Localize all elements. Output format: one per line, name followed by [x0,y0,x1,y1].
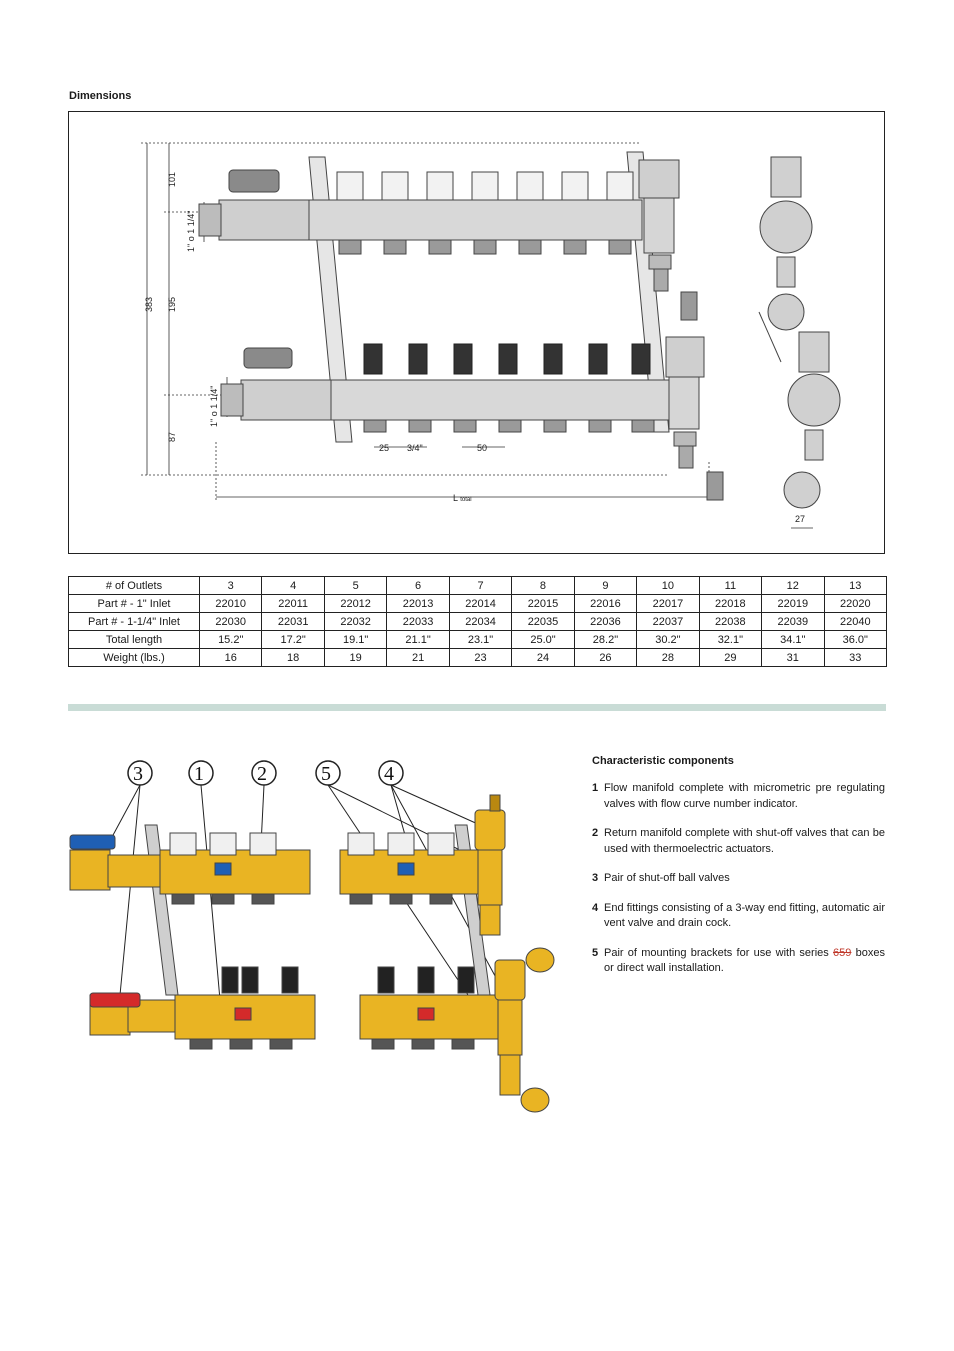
component-text: Pair of mounting brackets for use with series 659 boxes or direct wall installation. [604,946,885,974]
manifold-dimension-diagram [69,112,886,555]
table-cell: 22037 [637,613,699,631]
table-cell: 8 [512,577,574,595]
callout-3 [128,761,152,785]
component-item-2 [592,826,885,857]
table-cell: 22012 [324,595,386,613]
component-text: Return manifold complete with shut-off valves that can be used with thermoelectric actuators. [604,827,885,855]
table-cell: 22020 [824,595,886,613]
dim-195: 195 [167,296,177,312]
table-cell: 30.2" [637,631,699,649]
component-number: 2 [592,827,599,839]
row-header: Total length [69,631,200,649]
table-cell: 22014 [449,595,511,613]
table-cell: 22033 [387,613,449,631]
table-cell: 3 [200,577,262,595]
dim-101: 101 [167,171,177,187]
component-text: End fittings consisting of a 3-way end fitting, automatic air vent valve and drain cock. [604,901,885,929]
table-cell: 22038 [699,613,761,631]
component-item-1 [592,781,885,812]
dim-50: 50 [477,443,488,453]
section-divider [68,704,886,711]
table-cell: 13 [824,577,886,595]
table-cell: 22031 [262,613,324,631]
table-cell: 12 [762,577,824,595]
table-cell: 25.0" [512,631,574,649]
component-number: 4 [592,901,599,914]
table-cell: 29 [699,649,761,667]
table-cell: 28 [637,649,699,667]
row-header: # of Outlets [69,577,200,595]
table-cell: 22032 [324,613,386,631]
table-cell: 23.1" [449,631,511,649]
table-cell: 26 [574,649,636,667]
dim-inlet-bottom: 1" o 1 1/4" [209,385,219,427]
component-number: 5 [592,946,599,959]
table-row [69,613,887,631]
table-cell: 22016 [574,595,636,613]
table-cell: 22019 [762,595,824,613]
component-item-3 [592,871,885,887]
table-cell: 5 [324,577,386,595]
table-cell: 33 [824,649,886,667]
components-title: Characteristic components [592,755,734,767]
table-cell: 36.0" [824,631,886,649]
table-cell: 22018 [699,595,761,613]
table-cell: 22035 [512,613,574,631]
table-cell: 7 [449,577,511,595]
svg-text:2: 2 [257,763,267,785]
table-cell: 18 [262,649,324,667]
dim-27: 27 [795,514,806,524]
table-row [69,649,887,667]
characteristic-components [592,755,885,991]
table-cell: 22039 [762,613,824,631]
table-cell: 22017 [637,595,699,613]
table-row [69,631,887,649]
table-cell: 10 [637,577,699,595]
struck-series-number: 659 [833,946,852,959]
row-header: Part # - 1" Inlet [69,595,200,613]
table-cell: 6 [387,577,449,595]
dim-l-total: L total [453,493,472,503]
table-cell: 19 [324,649,386,667]
table-cell: 22010 [200,595,262,613]
table-cell: 22030 [200,613,262,631]
component-text: Flow manifold complete with micrometric pre regulating valves with flow curve number indicator. [604,782,885,810]
row-header: Part # - 1-1/4" Inlet [69,613,200,631]
dim-25: 25 [379,443,390,453]
table-cell: 22034 [449,613,511,631]
component-text: Pair of shut-off ball valves [604,872,730,884]
table-cell: 15.2" [200,631,262,649]
component-number: 3 [592,872,599,884]
component-item-5 [592,946,885,977]
table-cell: 4 [262,577,324,595]
table-cell: 32.1" [699,631,761,649]
table-cell: 22040 [824,613,886,631]
table-cell: 16 [200,649,262,667]
callout-5 [316,761,340,785]
dimensions-drawing [68,111,885,554]
table-cell: 23 [449,649,511,667]
specifications-table [68,576,887,667]
table-cell: 34.1" [762,631,824,649]
table-row [69,577,887,595]
table-cell: 22015 [512,595,574,613]
table-cell: 11 [699,577,761,595]
components-illustration [60,755,560,1155]
component-item-4 [592,901,885,932]
svg-text:1: 1 [194,763,204,785]
callout-2 [252,761,276,785]
table-cell: 31 [762,649,824,667]
dim-87: 87 [167,431,177,442]
table-cell: 24 [512,649,574,667]
table-cell: 22011 [262,595,324,613]
callout-1 [189,761,213,785]
svg-text:5: 5 [321,763,331,785]
dimensions-title: Dimensions [69,90,132,102]
table-cell: 22013 [387,595,449,613]
callout-4 [379,761,403,785]
svg-text:3: 3 [133,763,143,785]
manifold-illustration [60,755,560,1155]
component-number: 1 [592,782,599,794]
svg-text:4: 4 [384,763,394,785]
table-cell: 19.1" [324,631,386,649]
table-cell: 9 [574,577,636,595]
dim-3-4: 3/4" [407,443,423,453]
table-cell: 28.2" [574,631,636,649]
table-cell: 22036 [574,613,636,631]
table-cell: 17.2" [262,631,324,649]
table-row [69,595,887,613]
row-header: Weight (lbs.) [69,649,200,667]
dim-383: 383 [144,296,154,312]
table-cell: 21.1" [387,631,449,649]
dim-inlet-top: 1" o 1 1/4" [186,210,196,252]
table-cell: 21 [387,649,449,667]
